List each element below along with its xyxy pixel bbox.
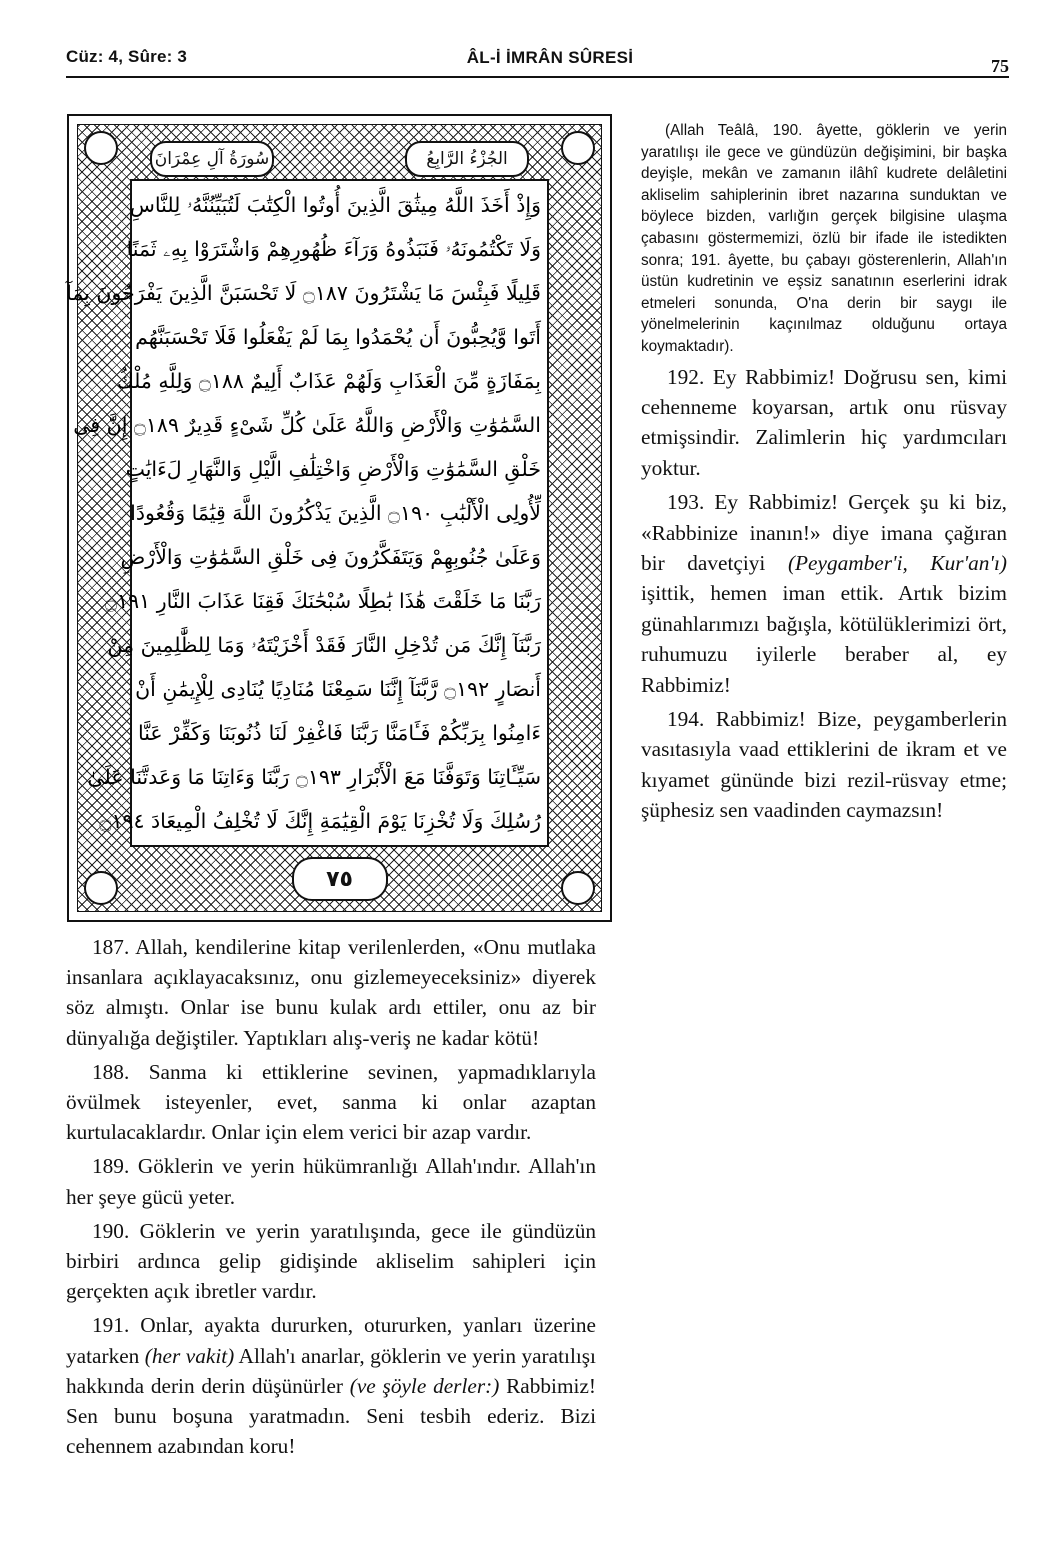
arabic-line: أَنصَارٍ ۝١٩٢ رَّبَّنَآ إِنَّنَا سَمِعْنَا مُنَادِيًا يُنَادِى لِلْإِيمَٰنِ أَنْ [135,677,541,701]
mushaf-page-number-badge: ٧٥ [292,857,388,901]
arabic-line: رَبَّنَا مَا خَلَقْتَ هَٰذَا بَٰطِلًا سُبْحَٰنَكَ فَقِنَا عَذَابَ النَّارِ ۝١٩١ [105,589,541,613]
verse-193-italic-note: (Peygamber'i, Kur'an'ı) [787,550,1007,575]
translation-right-column [641,120,1007,826]
arabic-line: وَعَلَىٰ جُنُوبِهِمْ وَيَتَفَكَّرُونَ فِى خَلْقِ السَّمَٰوَٰتِ وَالْأَرْضِ [120,545,541,569]
arabic-line: ءَامِنُوا بِرَبِّكُمْ فَـَٔامَنَّا رَبَّنَا فَاغْفِرْ لَنَا ذُنُوبَنَا وَكَفِّرْ عَنَّا [138,721,541,745]
header-divider [66,76,1009,78]
corner-ornament-icon [561,131,595,165]
verse-191-translation [66,1310,596,1461]
corner-ornament-icon [561,871,595,905]
surah-title: ÂL-İ İMRÂN SÛRESİ [466,48,634,67]
verse-192-translation: 192. Ey Rabbimiz! Doğrusu sen, kimi cehenneme koyarsan, artık onu rüsvay etmişsindir. Zalimlerin hiç yardımcıları yoktur. [641,364,1007,480]
ornamental-border [66,124,602,912]
verse-191-italic-note: (her vakit) [144,1343,235,1368]
arabic-line: قَلِيلًا فَبِئْسَ مَا يَشْتَرُونَ ۝١٨٧ لَا تَحْسَبَنَّ الَّذِينَ يَفْرَحُونَ بِمَآ [66,281,541,305]
verse-191-text-cont: Allah'ı anarlar, göklerin ve yerin yaratılışı hakkında derin derin düşünürler [66,1343,596,1398]
juz-surah-label: Cüz: 4, Sûre: 3 [66,47,188,66]
verse-191-text: 191. Onlar, ayakta dururken, otururken, yanları üzerine yatarken [66,1313,596,1368]
arabic-line: السَّمَٰوَٰتِ وَالْأَرْضِ وَاللَّهُ عَلَىٰ كُلِّ شَىْءٍ قَدِيرٌ ۝١٨٩ إِنَّ فِى [73,413,541,437]
arabic-line: أَتَوا وَّيُحِبُّونَ أَن يُحْمَدُوا بِمَا لَمْ يَفْعَلُوا فَلَا تَحْسَبَنَّهُم [135,325,541,349]
corner-ornament-icon [84,131,118,165]
arabic-line: سَيِّـَٔاتِنَا وَتَوَفَّنَا مَعَ الْأَبْرَارِ ۝١٩٣ رَبَّنَا وَءَاتِنَا مَا وَعَدتَّنَا عَلَىٰ [87,765,541,789]
arabic-lines [66,185,541,841]
verse-193-text-cont: işittik, hemen iman ettik. Artık bizim günahlarımızı bağışla, kötülüklerimizi ört, ruhumuzu iyilerle beraber al, ey Rabbimiz! [641,581,1007,697]
verse-187-translation: 187. Allah, kendilerine kitap verilenlerden, «Onu mutlaka insanlara açıklayacaksınız, onu gizlemeyeceksiniz» diyerek söz almıştı. Onlar ise bunu kulak ardı ettiler, onu az bir dünyalığa değiştiler. Yaptıkları alış-veriş ne kadar kötü! [66,935,596,1050]
commentary-note: (Allah Teâlâ, 190. âyette, göklerin ve yerin yaratılışı ile gece ve gündüzün değişimini, bir başka deyişle, mekân ve zamanın ilâhî kudrete delâletini akliselim sahiplerinin ibret nazarına sunduktan ve böylece bizden, varlığın gerçek bilgisine ulaşma çabasını göstermemizi, özlü bir ifade ile istedikten sonra; 191. âyette, bu çabayı gösterenlerin, Allah'ın üstün kudretinin ve eşsiz sanatının eserlerini idrak etmeleri sonunda, O'na derin bir saygı ile yönelmelerinin kaçınılmaz olduğunu ortaya koymaktadır). [641,122,1007,355]
arabic-text-area [66,179,549,847]
verse-191-text-end: Rabbimiz! Sen bunu boşuna yaratmadın. Seni tesbih ederiz. Bizi cehennem azabından koru! [66,1373,596,1459]
arabic-line: بِمَفَازَةٍ مِّنَ الْعَذَابِ وَلَهُمْ عَذَابٌ أَلِيمٌ ۝١٨٨ وَلِلَّهِ مُلْكُ [116,369,541,393]
arabic-line: رَبَّنَآ إِنَّكَ مَن تُدْخِلِ النَّارَ فَقَدْ أَخْزَيْتَهُۥ وَمَا لِلظَّٰلِمِينَ مِنْ [107,633,541,657]
page-number: 75 [991,56,1009,76]
verse-193-translation [641,487,1007,700]
translation-bottom-column [66,932,596,1461]
arabic-line: وَلَا تَكْتُمُونَهُۥ فَنَبَذُوهُ وَرَآءَ ظُهُورِهِمْ وَاشْتَرَوْا بِهِۦ ثَمَنًا [126,237,541,261]
arabic-line: رُسُلِكَ وَلَا تُخْزِنَا يَوْمَ الْقِيَٰمَةِ إِنَّكَ لَا تُخْلِفُ الْمِيعَادَ ۝١٩٤ [99,809,541,833]
mushaf-page-frame [67,114,612,922]
surah-name-cartouche: سُورَةُ آلِ عِمْرَانَ [150,141,274,177]
corner-ornament-icon [84,871,118,905]
arabic-line: خَلْقِ السَّمَٰوَٰتِ وَالْأَرْضِ وَاخْتِلَٰفِ الَّيْلِ وَالنَّهَارِ لَءَايَٰتٍ [125,457,541,481]
verse-188-translation: 188. Sanma ki ettiklerine sevinen, yapmadıklarıyla övülmek isteyenler, evet, sanma ki onlar azaptan kurtulacaklardır. Onlar için elem verici bir azap vardır. [66,1059,596,1145]
arabic-line: لِّأُولِى الْأَلْبَٰبِ ۝١٩٠ الَّذِينَ يَذْكُرُونَ اللَّهَ قِيَٰمًا وَقُعُودًا [130,501,541,525]
arabic-line: وَإِذْ أَخَذَ اللَّهُ مِيثَٰقَ الَّذِينَ أُوتُوا الْكِتَٰبَ لَتُبَيِّنُنَّهُۥ لِلنَّاسِ [129,193,541,217]
verse-190-translation: 190. Göklerin ve yerin yaratılışında, gece ile gündüzün birbiri ardınca gelip gidişinde akliselim sahipleri için gerçekten açık ibretler vardır. [66,1218,596,1304]
verse-194-translation: 194. Rabbimiz! Bize, peygamberlerin vasıtasıyla vaad ettiklerini de ikram et ve kıyamet gününde bizi rezil-rüsvay etme; şüphesiz sen vaadinden caymazsın! [641,707,1007,823]
verse-193-text: 193. Ey Rabbimiz! Gerçek şu ki biz, «Rabbinize inanın!» diye imana çağıran bir davetçiyi [641,490,1007,575]
verse-191-italic-note-2: (ve şöyle derler:) [349,1373,500,1398]
verse-189-translation: 189. Göklerin ve yerin hükümranlığı Allah'ındır. Allah'ın her şeye gücü yeter. [66,1154,596,1209]
juz-name-cartouche: الجُزْءُ الرَّابِعُ [405,141,529,177]
